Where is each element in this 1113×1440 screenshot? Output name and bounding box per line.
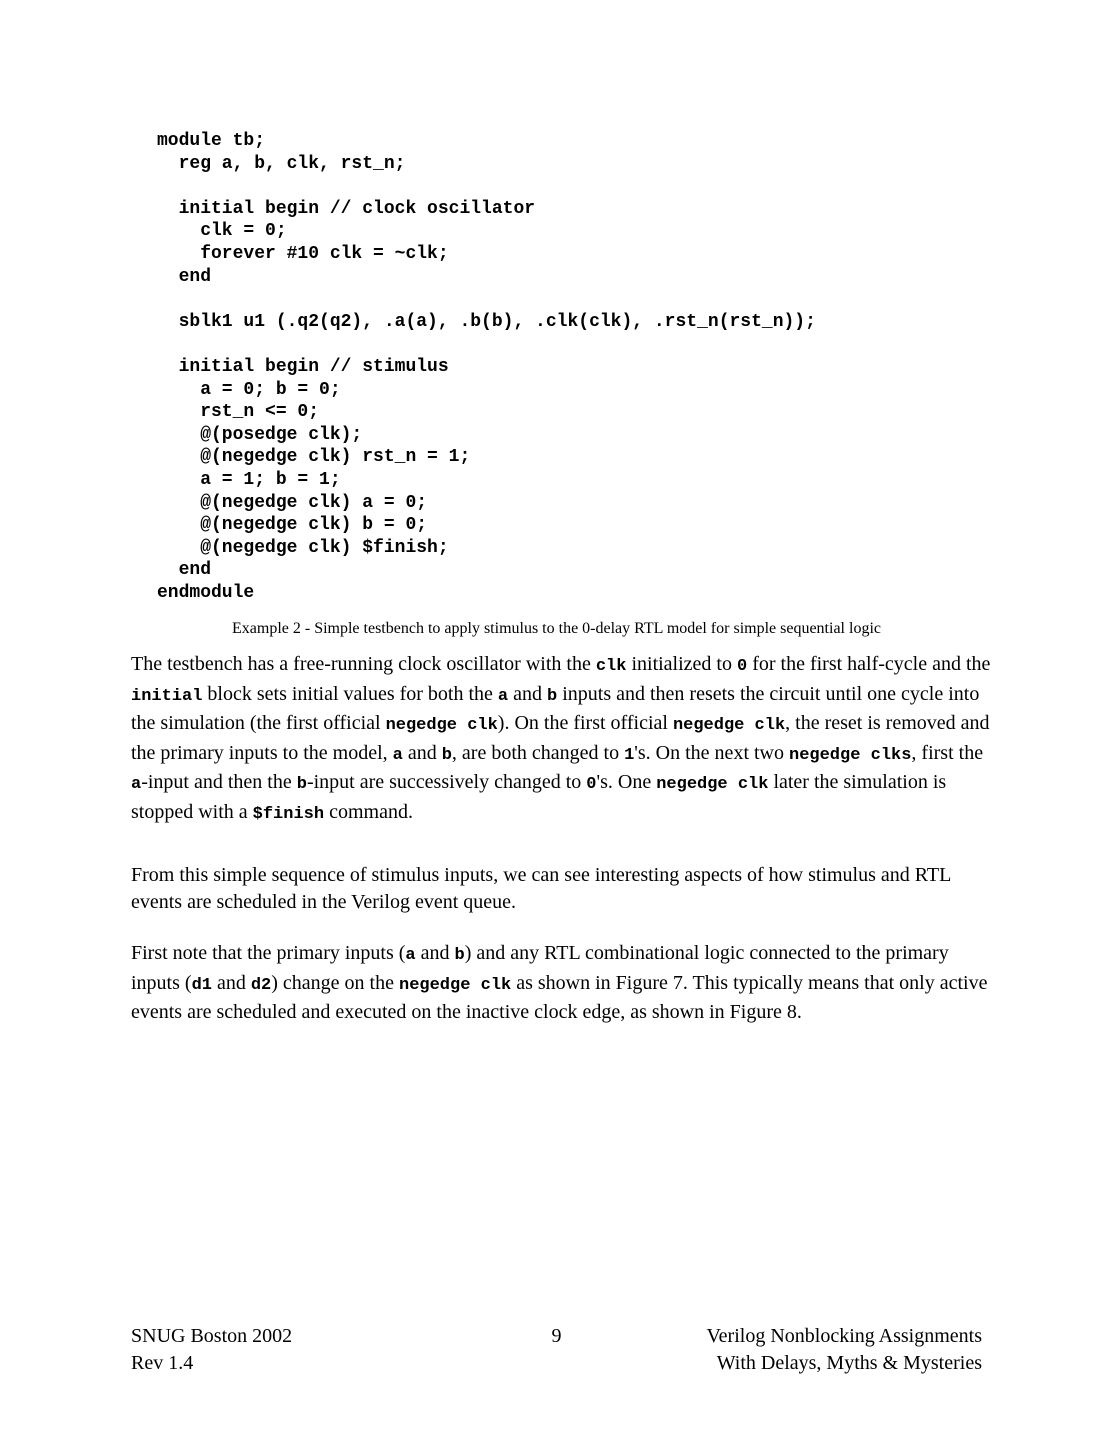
text-run: for the first half-cycle and the: [747, 653, 991, 675]
text-run: later the simulation is stopped with a: [131, 771, 947, 823]
text-run: block sets initial values for both the: [202, 682, 498, 705]
code-run: b: [454, 946, 465, 965]
text-run: , are both changed to: [451, 741, 625, 764]
text-run: as shown in Figure 7. This typically means that only active events are scheduled and executed on the inactive clock edge, as shown in Figure 8.: [131, 971, 988, 1024]
example-caption: [0, 620, 1113, 638]
code-run: d2: [250, 975, 272, 995]
code-run: negedge clk: [672, 716, 786, 736]
text-run: and: [508, 682, 548, 705]
text-run: inputs and then resets the circuit until one cycle into the simulation (the first official: [131, 682, 980, 735]
code-run: b: [296, 775, 307, 795]
code-line: @(negedge clk) $finish;: [157, 537, 449, 558]
text-run: initialized to: [626, 653, 737, 675]
code-line: @(posedge clk);: [157, 424, 363, 445]
code-line: [157, 288, 816, 311]
footer-paper-title: Verilog Nonblocking Assignments: [706, 1325, 982, 1347]
text-run: , the reset is removed and the primary inputs to the model,: [131, 712, 990, 764]
paragraph-testbench-description: [131, 651, 991, 829]
footer-revision: Rev 1.4: [131, 1351, 194, 1374]
code-run: b: [441, 745, 452, 765]
text-run: and: [415, 942, 455, 964]
code-run: negedge clk: [385, 716, 498, 736]
code-line: a = 1; b = 1;: [157, 469, 341, 490]
example-caption-text: Example 2 - Simple testbench to apply stimulus to the 0-delay RTL model for simple sequential logic: [232, 620, 881, 637]
code-line: @(negedge clk) a = 0;: [157, 492, 428, 513]
text-run: and: [402, 741, 442, 764]
code-listing: [157, 130, 816, 604]
code-run: d1: [191, 975, 212, 995]
code-line: end: [157, 266, 212, 287]
code-run: clk: [595, 657, 627, 676]
text-run: -input and then the: [141, 771, 297, 794]
code-run: a: [405, 946, 416, 965]
code-line: [157, 333, 816, 356]
text-run: ) change on the: [271, 971, 399, 994]
text-run: -input are successively changed to: [306, 771, 587, 794]
footer-paper-subtitle: With Delays, Myths & Mysteries: [716, 1351, 982, 1374]
code-line: @(negedge clk) rst_n = 1;: [157, 447, 471, 468]
code-run: negedge clk: [656, 775, 769, 795]
code-run: negedge clks: [789, 745, 912, 765]
code-line: clk = 0;: [157, 221, 287, 242]
code-run: b: [547, 686, 558, 706]
code-line: module tb;: [157, 131, 266, 151]
code-line: reg a, b, clk, rst_n;: [157, 153, 406, 174]
text-run: First note that the primary inputs (: [131, 942, 406, 964]
text-run: and: [211, 971, 251, 994]
code-line: rst_n <= 0;: [157, 402, 320, 423]
page-number: 9: [551, 1325, 562, 1347]
paragraph-primary-inputs: [131, 940, 991, 1026]
text-run: 's. One: [596, 771, 657, 794]
code-run: a: [497, 686, 509, 706]
code-run: $finish: [252, 804, 325, 824]
code-line: end: [157, 560, 212, 581]
code-run: 0: [736, 657, 748, 676]
code-line: initial begin // stimulus: [157, 356, 449, 377]
code-run: a: [392, 745, 403, 765]
text-run: ) and any RTL combinational logic connected to the primary inputs (: [131, 942, 949, 994]
code-line: sblk1 u1 (.q2(q2), .a(a), .b(b), .clk(clk), .rst_n(rst_n));: [157, 311, 816, 332]
text-run: 's. On the next two: [634, 741, 789, 764]
text-run: The testbench has a free-running clock oscillator with the: [131, 653, 596, 675]
text-run: , first the: [911, 741, 984, 764]
footer-right: [706, 1323, 982, 1376]
code-line: initial begin // clock oscillator: [157, 198, 536, 219]
paragraph-stimulus-sequence: From this simple sequence of stimulus inputs, we can see interesting aspects of how stimulus and RTL events are scheduled in the Verilog event queue.: [131, 864, 951, 913]
code-line: a = 0; b = 0;: [157, 379, 341, 400]
code-line: endmodule: [157, 582, 255, 603]
code-line: @(negedge clk) b = 0;: [157, 515, 428, 536]
code-line: forever #10 clk = ~clk;: [157, 243, 449, 264]
code-run: negedge clk: [399, 975, 512, 995]
text-run: ). On the first official: [497, 712, 673, 735]
text-run: command.: [324, 800, 413, 823]
code-run: 1: [624, 745, 635, 765]
code-run: 0: [586, 775, 597, 795]
footer-conference: SNUG Boston 2002: [131, 1325, 293, 1347]
code-line: [157, 175, 816, 198]
code-run: a: [131, 775, 142, 795]
code-run: initial: [131, 686, 203, 706]
